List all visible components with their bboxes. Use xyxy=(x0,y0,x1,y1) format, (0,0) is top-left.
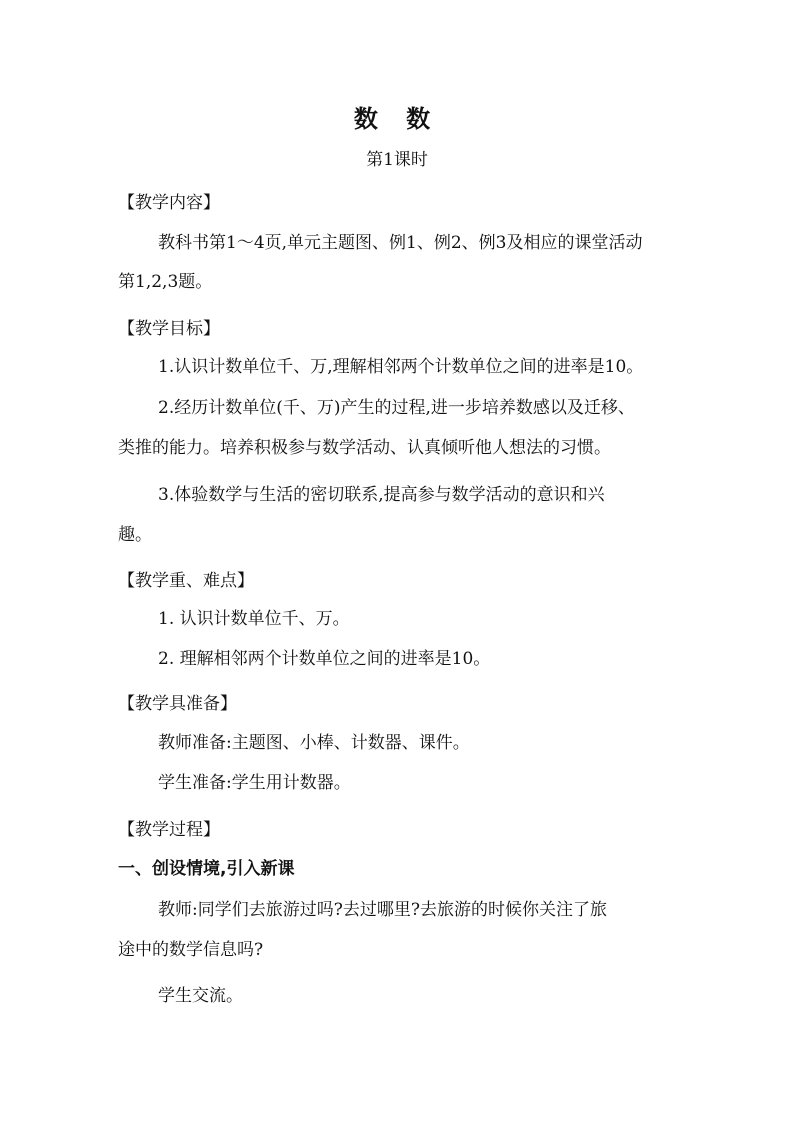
section-heading-content: 【教学内容】 xyxy=(118,193,220,213)
key-point-2: 2. 理解相邻两个计数单位之间的进率是10。 xyxy=(158,649,491,669)
goal-2-line-1: 2.经历计数单位(千、万)产生的过程,进一步培养数感以及迁移、 xyxy=(158,398,635,418)
goal-3-line-1: 3.体验数学与生活的密切联系,提高参与数学活动的意识和兴 xyxy=(158,485,605,505)
content-paragraph-line-1: 教科书第1～4页,单元主题图、例1、例2、例3及相应的课堂活动 xyxy=(158,233,643,253)
lesson-subtitle: 第1课时 xyxy=(366,150,428,170)
teacher-question-line-1: 教师:同学们去旅游过吗?去过哪里?去旅游的时候你关注了旅 xyxy=(158,900,607,920)
process-step-1-heading: 一、创设情境,引入新课 xyxy=(118,859,295,879)
goal-2-line-2: 类推的能力。培养积极参与数学活动、认真倾听他人想法的习惯。 xyxy=(118,438,611,458)
teacher-preparation: 教师准备:主题图、小棒、计数器、课件。 xyxy=(158,733,470,753)
document-title: 数 数 xyxy=(353,104,441,133)
key-point-1: 1. 认识计数单位千、万。 xyxy=(158,609,350,629)
student-preparation: 学生准备:学生用计数器。 xyxy=(158,773,351,793)
section-heading-process: 【教学过程】 xyxy=(118,820,220,840)
teacher-question-line-2: 途中的数学信息吗? xyxy=(118,940,264,960)
goal-1: 1.认识计数单位千、万,理解相邻两个计数单位之间的进率是10。 xyxy=(158,357,644,377)
section-heading-preparation: 【教学具准备】 xyxy=(118,694,237,714)
content-paragraph-line-2: 第1,2,3题。 xyxy=(118,272,213,292)
goal-3-line-2: 趣。 xyxy=(118,525,152,545)
section-heading-key-points: 【教学重、难点】 xyxy=(118,571,254,591)
student-activity: 学生交流。 xyxy=(158,986,243,1006)
section-heading-goals: 【教学目标】 xyxy=(118,319,220,339)
